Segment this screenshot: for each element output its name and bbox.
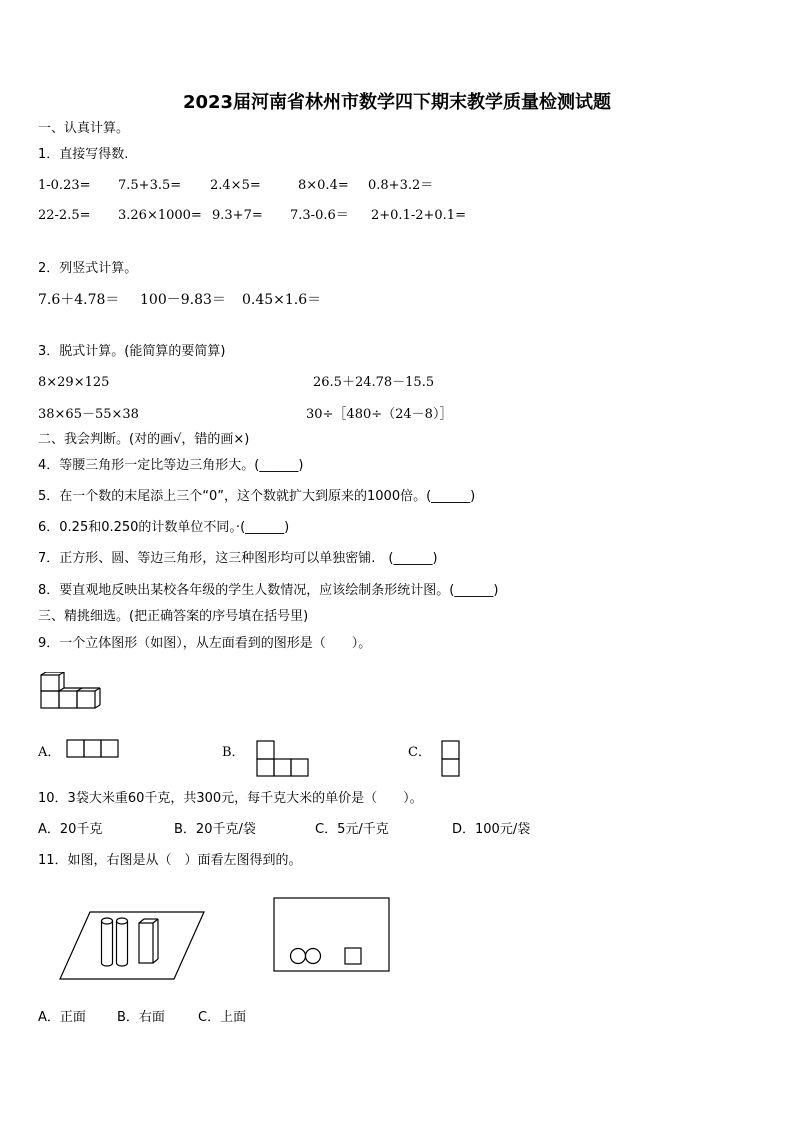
q3-item: 8×29×125: [38, 375, 110, 390]
q9-option-c-figure: [441, 740, 461, 778]
q1-item: 0.8+3.2＝: [368, 178, 434, 193]
question-9-stem: 9．一个立体图形（如图），从左面看到的图形是（ ）。: [38, 636, 372, 651]
question-3-stem: 3．脱式计算。(能简算的要简算): [38, 344, 226, 359]
question-5: 5．在一个数的末尾添上三个“0”，这个数就扩大到原来的1000倍。(______): [38, 489, 476, 504]
q9-option-a-label: A．: [38, 745, 61, 760]
q1-item: 2.4×5=: [210, 178, 261, 193]
q1-item: 8×0.4=: [298, 178, 349, 193]
q3-item: 26.5＋24.78－15.5: [313, 375, 435, 390]
q9-solid-figure: [40, 672, 104, 710]
q1-item: 7.5+3.5=: [118, 178, 182, 193]
question-4: 4．等腰三角形一定比等边三角形大。(______): [38, 458, 304, 473]
q1-item: 2+0.1-2+0.1=: [371, 208, 466, 223]
q3-item: 38×65－55×38: [38, 407, 139, 422]
q1-item: 3.26×1000=: [118, 208, 202, 223]
question-8: 8．要直观地反映出某校各年级的学生人数情况，应该绘制条形统计图。(______): [38, 583, 499, 598]
question-1-stem: 1．直接写得数.: [38, 147, 129, 162]
question-11-stem: 11．如图，右图是从（ ）面看左图得到的。: [38, 853, 302, 868]
q11-option-b: B．右面: [117, 1010, 165, 1025]
q2-item: 7.6＋4.78＝: [38, 292, 120, 308]
section-1-heading: 一、认真计算。: [38, 121, 130, 136]
q10-option-a: A．20千克: [38, 822, 103, 837]
q11-left-figure: [58, 909, 208, 983]
question-2-stem: 2．列竖式计算。: [38, 261, 138, 276]
q2-item: 0.45×1.6＝: [242, 292, 322, 308]
q1-item: 7.3-0.6＝: [290, 208, 349, 223]
q1-item: 22-2.5=: [38, 208, 91, 223]
q10-option-d: D．100元/袋: [452, 822, 531, 837]
question-6: 6．0.25和0.250的计数单位不同。·(______): [38, 520, 290, 535]
q10-option-b: B．20千克/袋: [174, 822, 256, 837]
q9-option-c-label: C．: [408, 745, 431, 760]
page-title: 2023届河南省林州市数学四下期末教学质量检测试题: [182, 92, 612, 113]
q11-right-figure: [273, 897, 391, 973]
question-10-stem: 10．3袋大米重60千克，共300元，每千克大米的单价是（ ）。: [38, 791, 423, 806]
section-2-heading: 二、我会判断。(对的画√，错的画×): [38, 432, 250, 447]
q11-option-c: C．上面: [198, 1010, 247, 1025]
q9-option-b-figure: [256, 740, 312, 778]
q1-item: 9.3+7=: [212, 208, 263, 223]
q9-option-a-figure: [66, 739, 120, 759]
q9-option-b-label: B．: [222, 745, 245, 760]
q2-item: 100－9.83＝: [140, 292, 226, 308]
q3-item: 30÷［480÷（24－8）］: [306, 407, 453, 422]
q11-option-a: A．正面: [38, 1010, 86, 1025]
question-7: 7．正方形、圆、等边三角形，这三种图形均可以单独密铺. (______): [38, 551, 438, 566]
q1-item: 1-0.23=: [38, 178, 91, 193]
section-3-heading: 三、精挑细选。(把正确答案的序号填在括号里): [38, 609, 309, 624]
q10-option-c: C．5元/千克: [315, 822, 389, 837]
